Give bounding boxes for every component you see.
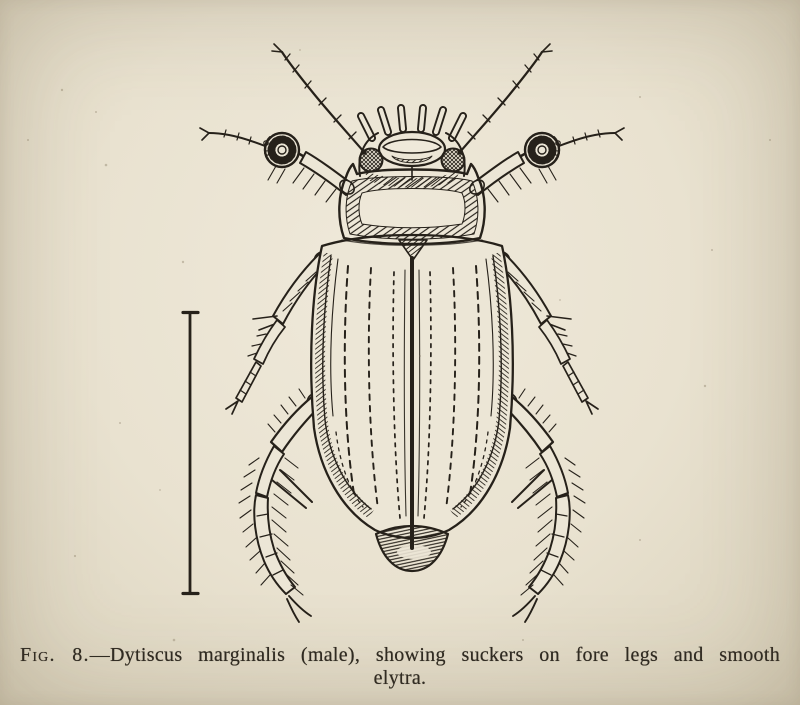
caption-line-2: elytra. (373, 667, 427, 689)
beetle-body (311, 132, 513, 571)
caption-line-1 (20, 644, 780, 667)
figure-number-label: Fig. 8. (20, 644, 90, 666)
figure-caption (20, 644, 780, 690)
right-eye (442, 149, 465, 172)
caption-text: —Dytiscus marginalis (male), showing suckers on fore legs and smooth (89, 644, 780, 666)
left-eye (360, 149, 383, 172)
scale-bar (183, 313, 198, 594)
